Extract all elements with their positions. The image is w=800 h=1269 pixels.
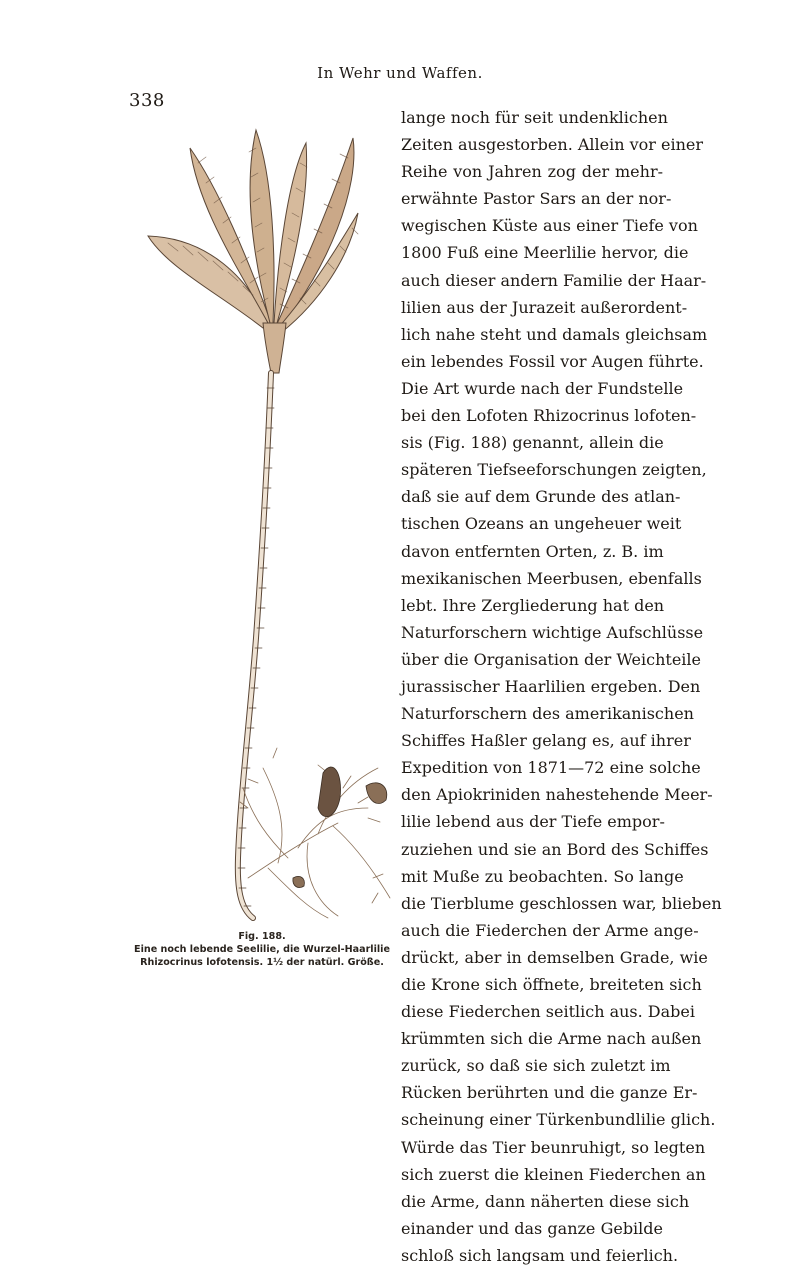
text-line: Zeiten ausgestorben. Allein vor einer [401, 135, 704, 155]
text-line: Schiffes Haßler gelang es, auf ihrer [401, 731, 691, 751]
text-line: jurassischer Haarlilien ergeben. Den [401, 676, 701, 696]
text-line: bei den Lofoten Rhizocrinus lofoten- [401, 406, 697, 426]
text-line: lich nahe steht und damals gleichsam [401, 324, 708, 344]
figure-caption [128, 930, 396, 969]
text-line: Würde das Tier beunruhigt, so legten [401, 1137, 706, 1157]
text-line: ein lebendes Fossil vor Augen führte. [401, 351, 704, 371]
body-text-column [401, 104, 722, 1269]
text-line: den Apiokriniden nahestehende Meer- [401, 785, 713, 805]
text-line: 1800 Fuß eine Meerlilie hervor, die [401, 243, 689, 263]
text-line: wegischen Küste aus einer Tiefe von [401, 216, 698, 236]
text-line: Naturforschern wichtige Aufschlüsse [401, 622, 704, 642]
text-line: mit Muße zu beobachten. So lange [401, 866, 684, 886]
crinoid-illustration [128, 118, 396, 927]
text-line: lebt. Ihre Zergliederung hat den [401, 595, 665, 615]
running-head: In Wehr und Waffen. [317, 64, 483, 82]
caption-line: Rhizocrinus lofotensis. 1½ der natürl. Größe. [140, 957, 384, 968]
text-line: drückt, aber in demselben Grade, wie [401, 947, 708, 967]
text-line: Naturforschern des amerikanischen [401, 704, 694, 724]
text-line: die Tierblume geschlossen war, blieben [401, 893, 722, 913]
text-line: über die Organisation der Weichteile [401, 649, 701, 669]
text-line: auch dieser andern Familie der Haar- [401, 270, 707, 290]
text-line: daß sie auf dem Grunde des atlan- [401, 487, 681, 507]
text-line: scheinung einer Türkenbundlilie glich. [401, 1110, 716, 1130]
text-line: davon entfernten Orten, z. B. im [401, 541, 664, 561]
text-line: sich zuerst die kleinen Fiederchen an [401, 1164, 706, 1184]
text-line: erwähnte Pastor Sars an der nor- [401, 189, 672, 209]
text-line: schloß sich langsam und feierlich. [401, 1245, 679, 1265]
text-line: krümmten sich die Arme nach außen [401, 1029, 702, 1049]
text-line: lilien aus der Jurazeit außerordent- [401, 297, 688, 317]
text-line: Reihe von Jahren zog der mehr- [401, 162, 663, 182]
text-line: die Krone sich öffnete, breiteten sich [401, 975, 702, 994]
text-line: diese Fiederchen seitlich aus. Dabei [401, 1002, 695, 1022]
text-line: späteren Tiefseeforschungen zeigten, [401, 460, 707, 480]
text-line: sis (Fig. 188) genannt, allein die [401, 433, 664, 453]
text-line: Rücken berührten und die ganze Er- [401, 1083, 698, 1103]
text-line: zuziehen und sie an Bord des Schiffes [401, 839, 709, 859]
figure-label: Fig. 188. [238, 931, 286, 942]
text-line: mexikanischen Meerbusen, ebenfalls [401, 568, 702, 588]
text-line: Die Art wurde nach der Fundstelle [401, 378, 684, 398]
page-number: 338 [129, 90, 165, 111]
caption-line: Eine noch lebende Seelilie, die Wurzel-Haarlilie [134, 944, 390, 955]
text-line: Expedition von 1871—72 eine solche [401, 758, 701, 778]
crown-arms [148, 130, 358, 332]
stalk [238, 373, 271, 918]
text-line: auch die Fiederchen der Arme ange- [401, 920, 699, 940]
text-line: tischen Ozeans an ungeheuer weit [401, 514, 682, 534]
text-line: die Arme, dann näherten diese sich [401, 1191, 690, 1211]
text-line: zurück, so daß sie sich zuletzt im [401, 1056, 671, 1076]
text-line: lilie lebend aus der Tiefe empor- [401, 812, 665, 832]
text-line: lange noch für seit undenklichen [401, 108, 668, 127]
root-cluster [240, 748, 390, 918]
text-line: einander und das ganze Gebilde [401, 1218, 663, 1238]
